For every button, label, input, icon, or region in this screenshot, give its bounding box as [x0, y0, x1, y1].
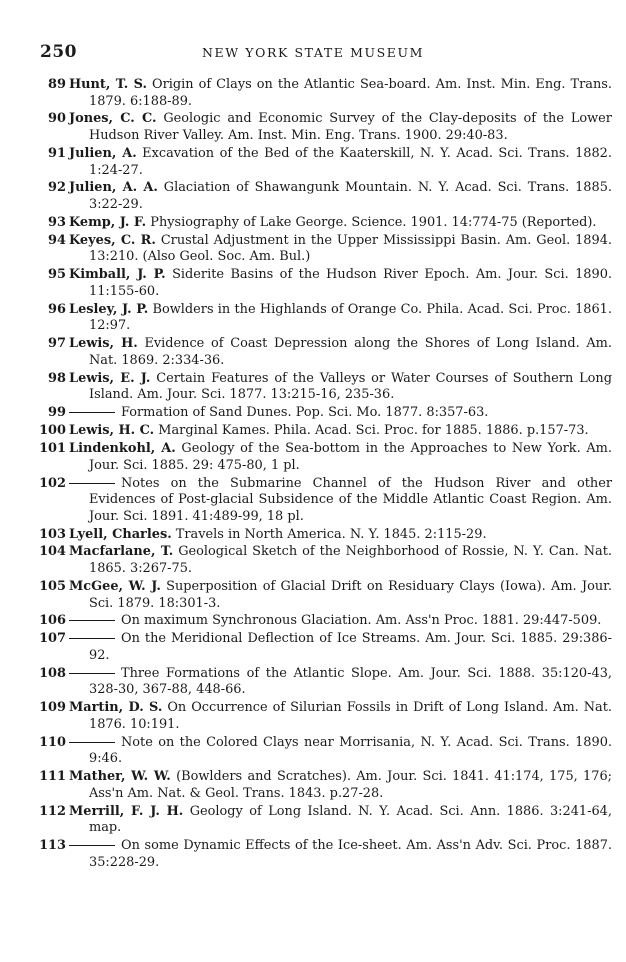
entry-text: On Occurrence of Silurian Fossils in Drift of Long Island. Am. Nat. 1876. 10:191.	[89, 700, 612, 732]
bibliography-entry	[0, 666, 626, 699]
entry-text: Formation of Sand Dunes. Pop. Sci. Mo. 1877. 8:357-63.	[121, 405, 489, 421]
entry-author: Lewis, E. J.	[69, 370, 151, 386]
entry-text: Geological Sketch of the Neighborhood of Rossie, N. Y. Can. Nat. 1865. 3:267-75.	[89, 544, 612, 577]
entry-number: 109	[39, 700, 66, 716]
entry-number: 97	[48, 336, 66, 352]
entry-number: 110	[39, 734, 66, 750]
entry-author: Kimball, J. P.	[69, 267, 166, 283]
bibliography-entry	[0, 476, 626, 526]
entry-number: 96	[48, 301, 66, 317]
entry-number: 95	[48, 267, 66, 283]
entry-number: 106	[39, 613, 66, 629]
entry-text: Glaciation of Shawangunk Mountain. N. Y. Acad. Sci. Trans. 1885. 3:22-29.	[89, 180, 613, 213]
bibliography-entry	[0, 804, 626, 837]
entry-text: Physiography of Lake George. Science. 1901. 14:774-75 (Reported).	[150, 214, 597, 230]
entry-text: On maximum Synchronous Glaciation. Am. Ass'n Proc. 1881. 29:447-509.	[121, 613, 602, 629]
ditto-dash	[69, 638, 115, 639]
entry-number: 107	[39, 631, 66, 647]
bibliography-entry	[0, 631, 626, 664]
entry-text: Three Formations of the Atlantic Slope. Am. Jour. Sci. 1888. 35:120-43, 328-30, 367-88, 448-66.	[89, 665, 612, 698]
bibliography-entry	[0, 838, 626, 871]
entry-number: 112	[39, 803, 66, 819]
ditto-dash	[69, 845, 115, 846]
bibliography-entry	[0, 769, 626, 802]
entry-number: 104	[39, 544, 66, 560]
entry-text: Bowlders in the Highlands of Orange Co. Phila. Acad. Sci. Proc. 1861. 12:97.	[89, 301, 612, 334]
ditto-dash	[69, 742, 115, 743]
entry-number: 90	[48, 111, 66, 127]
page-number: 250	[40, 42, 77, 62]
entry-text: Notes on the Submarine Channel of the Hudson River and other Evidences of Post-glacial Subsidence of the Middle Atlantic Coast Region. Am. Jour. Sci. 1891. 41:489-99, 18 pl.	[89, 475, 612, 524]
entry-number: 108	[39, 665, 66, 681]
entry-author: Jones, C. C.	[69, 111, 157, 127]
entry-text: Geology of Long Island. N. Y. Acad. Sci. Ann. 1886. 3:241-64, map.	[89, 803, 612, 836]
entry-text: Geology of the Sea-bottom in the Approaches to New York. Am. Jour. Sci. 1885. 29: 475-80, 1 pl.	[89, 441, 612, 473]
entry-text: Excavation of the Bed of the Kaaterskill, N. Y. Acad. Sci. Trans. 1882. 1:24-27.	[89, 145, 612, 178]
bibliography-entry	[0, 146, 626, 179]
bibliography-entry	[0, 527, 626, 544]
entry-text: Evidence of Coast Depression along the Shores of Long Island. Am. Nat. 1869. 2:334-36.	[89, 336, 612, 368]
bibliography-entry	[0, 613, 626, 630]
entry-text: Origin of Clays on the Atlantic Sea-board. Am. Inst. Min. Eng. Trans. 1879. 6:188-89.	[89, 77, 612, 109]
entry-number: 111	[39, 769, 66, 785]
entry-text: On the Meridional Deflection of Ice Streams. Am. Jour. Sci. 1885. 29:386-92.	[89, 631, 612, 663]
entry-number: 94	[48, 232, 66, 248]
entry-author: Lesley, J. P.	[69, 301, 149, 317]
bibliography-list	[0, 77, 626, 873]
entry-author: Lewis, H. C.	[69, 423, 155, 439]
ditto-dash	[69, 620, 115, 621]
entry-text: On some Dynamic Effects of the Ice-sheet. Am. Ass'n Adv. Sci. Proc. 1887. 35:228-29.	[89, 838, 612, 870]
entry-author: McGee, W. J.	[69, 578, 161, 594]
bibliography-entry	[0, 371, 626, 404]
bibliography-entry	[0, 233, 626, 266]
entry-text: Geologic and Economic Survey of the Clay-deposits of the Lower Hudson River Valley. Am. Inst. Min. Eng. Trans. 1900. 29:40-83.	[89, 111, 612, 144]
entry-number: 102	[39, 475, 66, 491]
entry-text: Marginal Kames. Phila. Acad. Sci. Proc. for 1885. 1886. p.157-73.	[158, 423, 589, 439]
entry-text: Note on the Colored Clays near Morrisania, N. Y. Acad. Sci. Trans. 1890. 9:46.	[89, 734, 612, 767]
entry-number: 98	[48, 370, 66, 386]
bibliography-entry	[0, 579, 626, 612]
entry-number: 92	[48, 180, 66, 196]
entry-text: Siderite Basins of the Hudson River Epoch. Am. Jour. Sci. 1890. 11:155-60.	[89, 267, 613, 299]
ditto-dash	[69, 673, 115, 674]
entry-author: Lindenkohl, A.	[69, 441, 176, 457]
bibliography-entry	[0, 700, 626, 733]
entry-text: Superposition of Glacial Drift on Residuary Clays (Iowa). Am. Jour. Sci. 1879. 18:301-3.	[89, 578, 612, 611]
entry-author: Kemp, J. F.	[69, 214, 147, 230]
entry-text: Crustal Adjustment in the Upper Mississippi Basin. Am. Geol. 1894. 13:210. (Also Geol. Soc. Am. Bul.)	[89, 232, 612, 265]
bibliography-entry	[0, 215, 626, 232]
entry-text: Certain Features of the Valleys or Water Courses of Southern Long Island. Am. Jour. Sci. 1877. 13:215-16, 235-36.	[89, 370, 612, 403]
entry-author: Hunt, T. S.	[69, 77, 147, 92]
entry-number: 93	[48, 214, 66, 230]
entry-author: Keyes, C. R.	[69, 232, 156, 248]
entry-author: Lewis, H.	[69, 336, 138, 352]
entry-number: 103	[39, 526, 66, 542]
entry-number: 100	[39, 423, 66, 439]
bibliography-entry	[0, 180, 626, 213]
entry-author: Martin, D. S.	[69, 700, 163, 716]
entry-number: 89	[48, 77, 66, 92]
bibliography-entry	[0, 441, 626, 474]
bibliography-entry	[0, 405, 626, 422]
bibliography-entry	[0, 544, 626, 577]
bibliography-entry	[0, 336, 626, 369]
entry-author: Merrill, F. J. H.	[69, 803, 184, 819]
entry-number: 105	[39, 578, 66, 594]
ditto-dash	[69, 483, 115, 484]
entry-number: 101	[39, 441, 66, 457]
bibliography-entry	[0, 302, 626, 335]
entry-text: (Bowlders and Scratches). Am. Jour. Sci. 1841. 41:174, 175, 176; Ass'n Am. Nat. & Geol. Trans. 1843. p.27-28.	[89, 769, 612, 801]
bibliography-entry	[0, 423, 626, 440]
entry-author: Julien, A.	[69, 145, 137, 161]
bibliography-entry	[0, 267, 626, 300]
entry-number: 91	[48, 145, 66, 161]
entry-author: Mather, W. W.	[69, 769, 171, 785]
entry-author: Macfarlane, T.	[69, 544, 174, 560]
entry-number: 99	[48, 405, 66, 421]
entry-text: Travels in North America. N. Y. 1845. 2:115-29.	[175, 526, 487, 542]
entry-author: Julien, A. A.	[69, 180, 158, 196]
ditto-dash	[69, 412, 115, 413]
running-title: NEW YORK STATE MUSEUM	[201, 45, 425, 60]
entry-author: Lyell, Charles.	[69, 526, 172, 542]
bibliography-entry	[0, 111, 626, 144]
entry-number: 113	[39, 838, 66, 854]
bibliography-entry	[0, 77, 626, 110]
bibliography-entry	[0, 735, 626, 768]
